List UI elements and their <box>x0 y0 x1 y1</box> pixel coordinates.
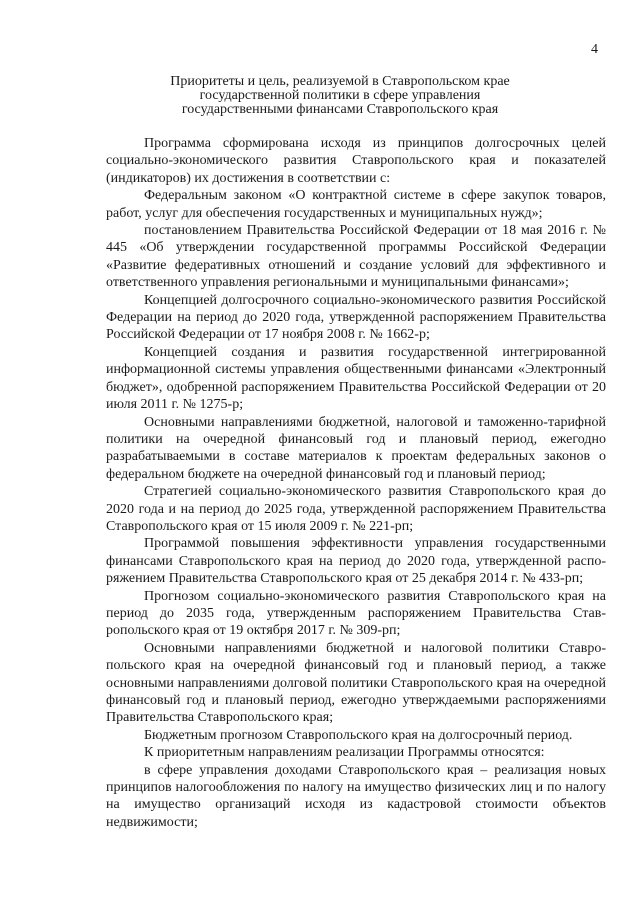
section-title-line-2: государственной политики в сфере управления <box>199 88 481 103</box>
page-number: 4 <box>591 42 598 57</box>
paragraph-long-term-concept: Концепцией долгосрочного социально-экономического развития Российской Федерации на период до 2020 года, утвержденной распоряжением Правительства Российской Федерации от 17 ноября 2008 г. № 1662-р; <box>106 292 606 343</box>
paragraph-federal-policy: Основными направлениями бюджетной, налоговой и таможенно-тарифной политики на очередной финансовый год и плановый период, ежегодно разрабатываемыми в составе материалов к проектам федеральных законов о федеральном бюджете на очередной финансовый год и плановый период; <box>106 414 606 482</box>
section-title-line-3: государственными финансами Ставропольского края <box>181 102 499 117</box>
paragraph-government-resolution: постановлением Правительства Российской Федерации от 18 мая 2016 г. № 445 «Об утверждении государственной программы Российской Федерации «Развитие федеративных отношений и создание условий для эффективного и ответственного управления региональными и муниципальными финансами»; <box>106 223 606 291</box>
document-body <box>106 135 606 831</box>
paragraph-efficiency-program: Программой повышения эффективности управления государственными финансами Ставропольского края на период до 2020 года, утвержденной распоряжением Правительства Ставропольского края от 25 декабря 2014 г. № 433-рп; <box>106 536 606 587</box>
paragraph-priorities: К приоритетным направлениям реализации Программы относятся: <box>144 745 545 761</box>
section-title <box>150 75 530 117</box>
paragraph-electronic-budget: Концепцией создания и развития государственной интегрированной информационной системы управления общественными финансами «Электронный бюджет», одобренной распоряжением Правительства Российской Федерации от 20 июля 2011 г. № 1275-р; <box>106 344 606 413</box>
paragraph-budget-forecast: Бюджетным прогнозом Ставропольского края на долгосрочный период. <box>144 727 573 743</box>
paragraph-regional-policy: Основными направлениями бюджетной и налоговой политики Ставропольского края на очередной финансовый год и плановый период, а также основными направлениями долговой политики Ставропольского края на очередной финансовый год и плановый период, ежегодно утверждаемыми распоряжениями Правительства Ставропольского края; <box>106 640 606 726</box>
paragraph-forecast: Прогнозом социально-экономического развития Ставропольского края на период до 2035 года, утвержденным распоряжением Правительства Ставропольского края от 19 октября 2017 г. № 309-рп; <box>106 588 606 639</box>
paragraph-revenue-management: в сфере управления доходами Ставропольского края – реализация новых принципов налогообложения по налогу на имущество физических лиц и по налогу на имущество организаций исходя из кадастровой стоимости объектов недвижимости; <box>106 762 606 830</box>
paragraph-strategy: Стратегией социально-экономического развития Ставропольского края до 2020 года и на период до 2025 года, утвержденной распоряжением Правительства Ставропольского края от 15 июля 2009 г. № 221-рп; <box>106 484 606 534</box>
section-title-line-1: Приоритеты и цель, реализуемой в Ставропольском крае <box>170 74 510 89</box>
paragraph-intro: Программа сформирована исходя из принципов долгосрочных целей социально-экономического развития Ставропольского края и показателей (индикаторов) их достижения в соответствии с: <box>106 136 606 186</box>
paragraph-federal-law: Федеральным законом «О контрактной системе в сфере закупок товаров, работ, услуг для обеспечения государственных и муниципальных нужд»; <box>106 188 606 221</box>
